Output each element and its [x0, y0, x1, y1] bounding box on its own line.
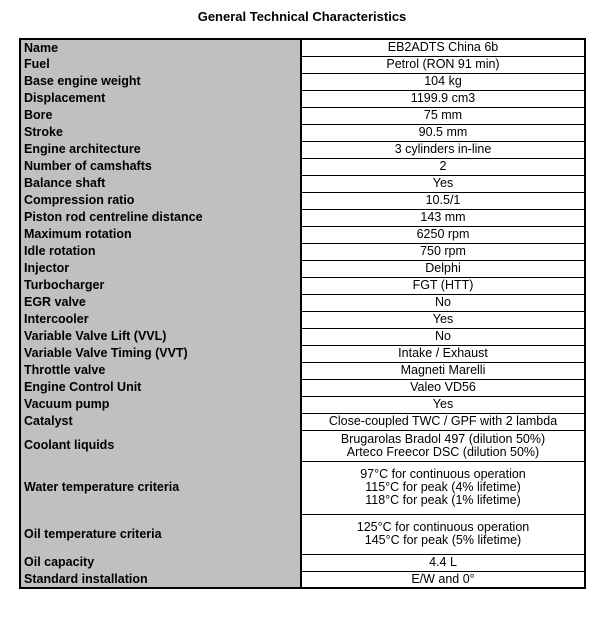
table-row [20, 56, 585, 73]
document-title: General Technical Characteristics [197, 9, 407, 24]
row-value [301, 396, 585, 413]
row-value-line: Magneti Marelli [400, 363, 486, 377]
row-label: Throttle valve [20, 362, 301, 379]
row-label: Maximum rotation [20, 226, 301, 243]
row-value-line: 118°C for peak (1% lifetime) [365, 493, 521, 507]
row-label: Water temperature criteria [20, 461, 301, 514]
row-label: Oil temperature criteria [20, 514, 301, 554]
row-label: Variable Valve Lift (VVL) [20, 328, 301, 345]
table-row [20, 260, 585, 277]
table-row [20, 379, 585, 396]
row-value-line: Yes [432, 312, 454, 326]
row-value-line: E/W and 0° [411, 571, 475, 586]
row-label: Turbocharger [20, 277, 301, 294]
row-value-line: 4.4 L [429, 555, 457, 569]
row-value [301, 277, 585, 294]
row-value [301, 90, 585, 107]
table-row [20, 362, 585, 379]
row-value-line: Arteco Freecor DSC (dilution 50%) [346, 444, 540, 459]
specs-table-body [20, 39, 585, 588]
row-label: Displacement [20, 90, 301, 107]
row-label: Base engine weight [20, 73, 301, 90]
row-value-line: 97°C for continuous operation [360, 467, 526, 481]
row-value [301, 514, 585, 554]
row-value [301, 39, 585, 56]
specs-table [19, 38, 586, 589]
row-label: Name [20, 39, 301, 56]
row-value [301, 328, 585, 345]
table-row [20, 90, 585, 107]
table-row [20, 175, 585, 192]
table-row [20, 39, 585, 56]
row-label: Variable Valve Timing (VVT) [20, 345, 301, 362]
row-label: Vacuum pump [20, 396, 301, 413]
row-label: Catalyst [20, 413, 301, 430]
row-value [301, 209, 585, 226]
row-value [301, 73, 585, 90]
row-value-line: 750 rpm [420, 244, 466, 258]
row-value-line: EB2ADTS China 6b [387, 40, 499, 55]
row-value [301, 294, 585, 311]
row-value-line: 10.5/1 [425, 193, 461, 207]
row-value [301, 362, 585, 379]
row-value [301, 345, 585, 362]
row-label: Coolant liquids [20, 430, 301, 461]
row-value-line: 145°C for peak (5% lifetime) [364, 533, 522, 547]
table-row [20, 243, 585, 260]
row-value [301, 124, 585, 141]
table-row [20, 226, 585, 243]
row-label: Intercooler [20, 311, 301, 328]
row-value [301, 379, 585, 396]
row-label: Oil capacity [20, 554, 301, 571]
row-value-line: 3 cylinders in-line [394, 142, 492, 156]
table-row [20, 413, 585, 430]
row-value-line: 125°C for continuous operation [356, 520, 530, 534]
row-value-line: Valeo VD56 [410, 380, 476, 394]
row-value [301, 158, 585, 175]
table-row [20, 514, 585, 554]
row-value [301, 141, 585, 158]
row-value-line: Delphi [425, 261, 461, 275]
row-value [301, 175, 585, 192]
row-value-line: No [435, 329, 451, 343]
row-label: Compression ratio [20, 192, 301, 209]
row-value-line: Yes [432, 176, 454, 190]
row-value-line: 143 mm [420, 210, 466, 224]
row-value-line: Petrol (RON 91 min) [386, 57, 500, 71]
row-label: Fuel [20, 56, 301, 73]
row-value-line: 104 kg [424, 74, 462, 88]
table-row [20, 461, 585, 514]
row-label: Piston rod centreline distance [20, 209, 301, 226]
row-label: Idle rotation [20, 243, 301, 260]
table-row [20, 311, 585, 328]
row-label: Bore [20, 107, 301, 124]
table-row [20, 430, 585, 461]
row-value-line: Close-coupled TWC / GPF with 2 lambda [328, 414, 558, 428]
row-value-line: 2 [439, 159, 447, 173]
row-value [301, 554, 585, 571]
row-label: Stroke [20, 124, 301, 141]
row-value [301, 413, 585, 430]
row-value-line: Intake / Exhaust [398, 346, 488, 360]
table-row [20, 107, 585, 124]
row-value [301, 311, 585, 328]
row-value-line: 6250 rpm [416, 227, 470, 241]
row-label: Standard installation [20, 571, 301, 588]
table-row [20, 124, 585, 141]
table-row [20, 141, 585, 158]
row-value [301, 461, 585, 514]
row-value-line: 90.5 mm [418, 125, 468, 139]
table-row [20, 277, 585, 294]
row-label: Number of camshafts [20, 158, 301, 175]
row-value-line: FGT (HTT) [412, 278, 474, 292]
row-value-line: 1199.9 cm3 [410, 91, 476, 105]
table-row [20, 209, 585, 226]
row-value [301, 243, 585, 260]
row-label: Engine architecture [20, 141, 301, 158]
row-value-line: 75 mm [423, 108, 463, 122]
row-value-line: Brugarolas Bradol 497 (dilution 50%) [340, 431, 546, 446]
row-label: Injector [20, 260, 301, 277]
table-row [20, 328, 585, 345]
row-value [301, 430, 585, 461]
row-value-line: Yes [432, 397, 454, 411]
row-label: Engine Control Unit [20, 379, 301, 396]
table-row [20, 554, 585, 571]
table-row [20, 73, 585, 90]
row-label: Balance shaft [20, 175, 301, 192]
row-value [301, 260, 585, 277]
row-value [301, 56, 585, 73]
table-row [20, 571, 585, 588]
table-row [20, 192, 585, 209]
row-value-line: No [435, 295, 451, 309]
row-label: EGR valve [20, 294, 301, 311]
row-value [301, 192, 585, 209]
row-value [301, 107, 585, 124]
row-value [301, 571, 585, 588]
table-row [20, 396, 585, 413]
row-value [301, 226, 585, 243]
table-row [20, 158, 585, 175]
table-row [20, 294, 585, 311]
row-value-line: 115°C for peak (4% lifetime) [365, 480, 521, 494]
table-row [20, 345, 585, 362]
